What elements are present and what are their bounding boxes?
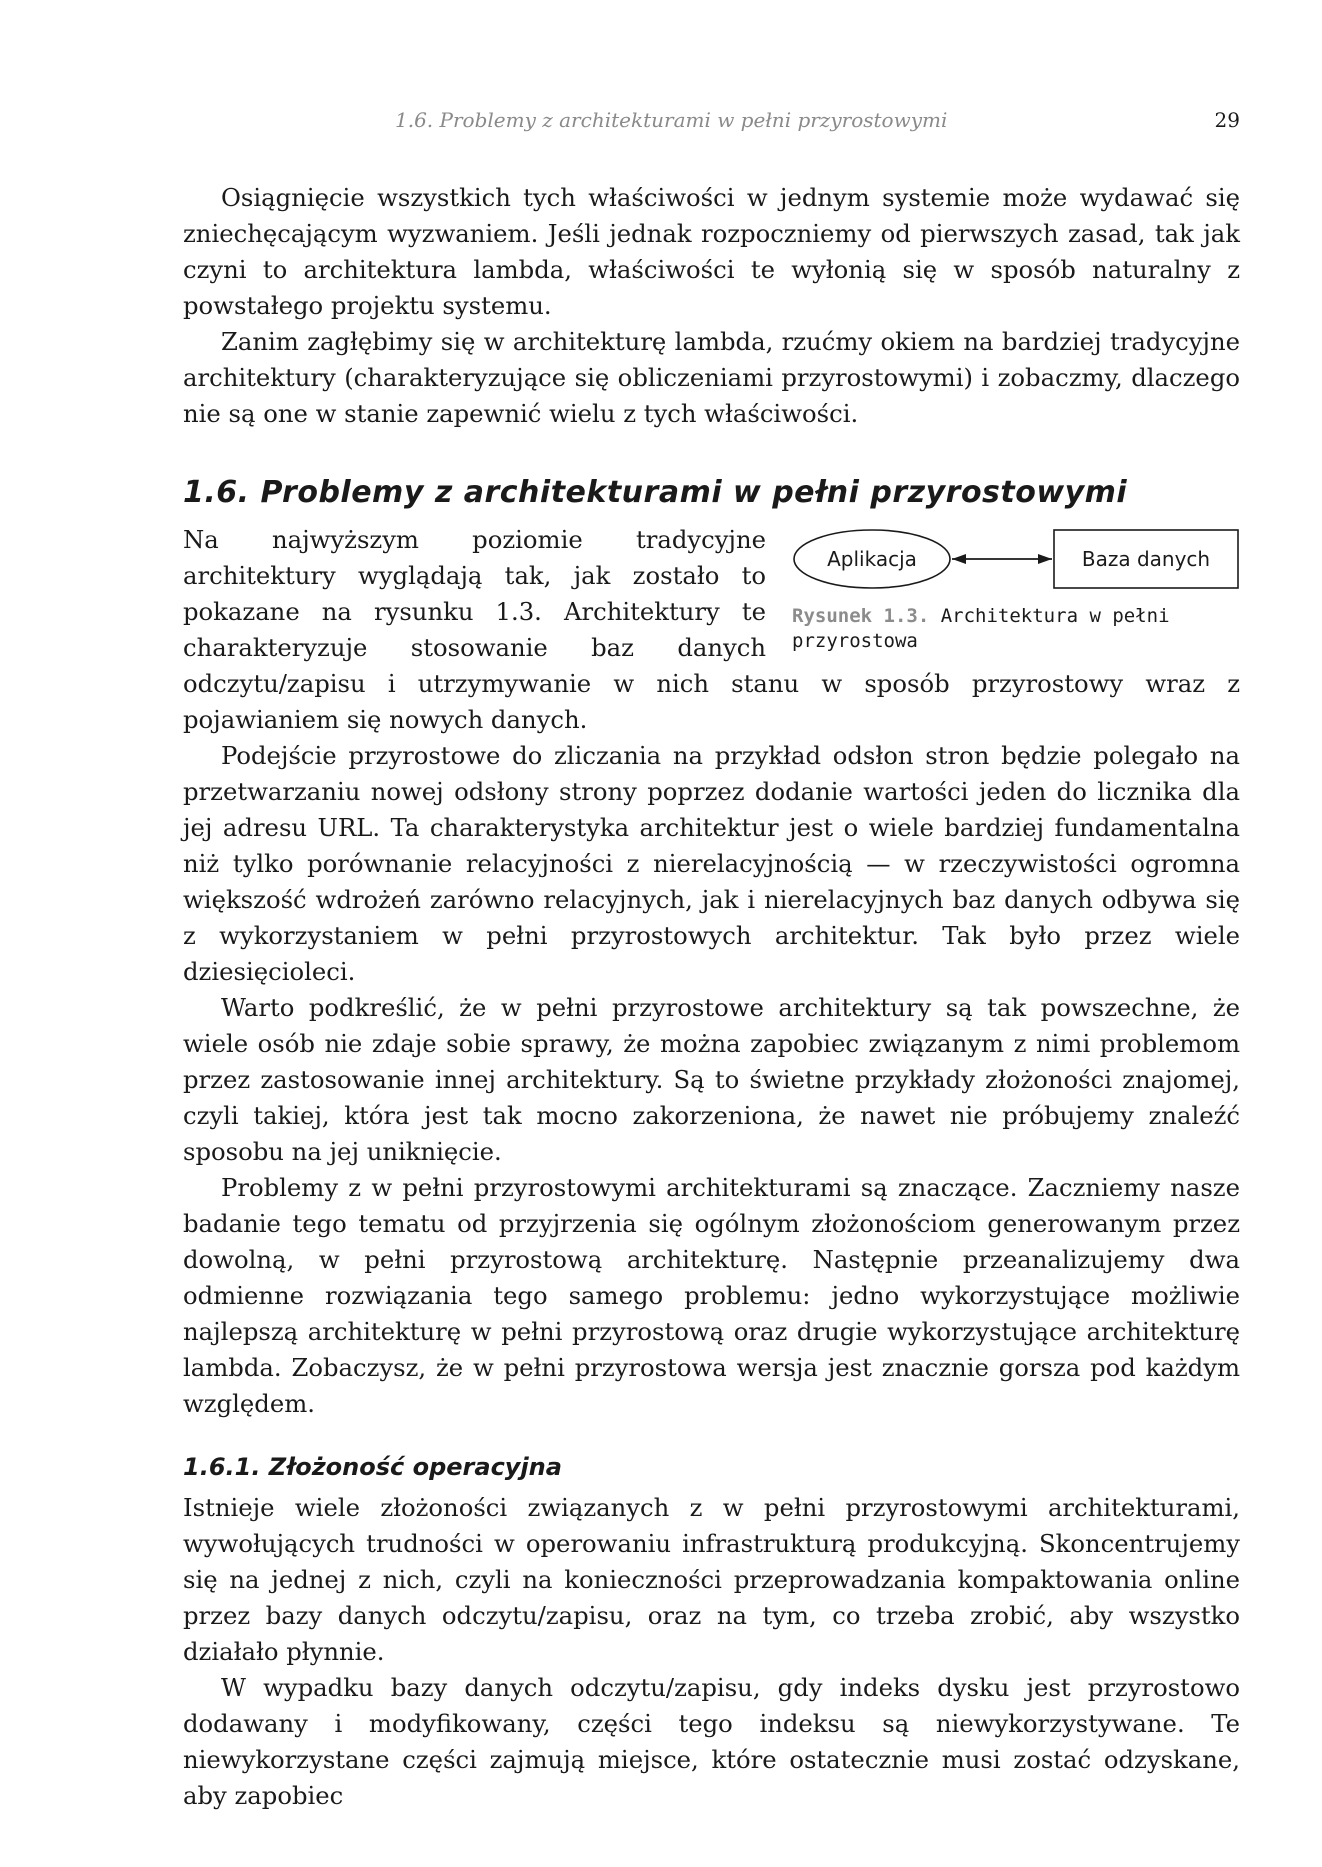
paragraph: Istnieje wiele złożoności związanych z w pełni przyrostowymi architekturami, wywołujących trudności w operowaniu infrastrukturą produkcyjną. Skoncentrujemy się na jednej z nich, czyli na konieczności przeprowadzania kompaktowania online przez bazy danych odczytu/zapisu, oraz na tym, co trzeba zrobić, aby wszystko działało płynnie. [183,1493,1240,1666]
running-header [185,108,1240,144]
section-heading: 1.6. Problemy z architekturami w pełni przyrostowymi [183,475,1128,510]
figure-caption [792,604,1240,654]
paragraph: W wypadku bazy danych odczytu/zapisu, gdy indeks dysku jest przyrostowo dodawany i modyfikowany, części tego indeksu są niewykorzystywane. Te niewykorzystane części zajmują miejsce, które ostatecznie musi zostać odzyskane, aby zapobiec [183,1673,1240,1810]
page-body [183,180,1240,1814]
paragraph: Zanim zagłębimy się w architekturę lambda, rzućmy okiem na bardziej tradycyjne architektury (charakteryzujące się obliczeniami przyrostowymi) i zobaczmy, dlaczego nie są one w stanie zapewnić wielu z tych właściwości. [183,327,1240,428]
paragraph: Na najwyższym poziomie tradycyjne architektury wyglądają tak, jak zostało to pokazane na rysunku 1.3. Architektury te charakteryzuje stosowanie baz danych odczytu/zapisu i utrzymywanie w nich stanu w sposób przyrostowy wraz z pojawianiem się nowych danych. [183,525,1240,734]
paragraph: Warto podkreślić, że w pełni przyrostowe architektury są tak powszechne, że wiele osób nie zdaje sobie sprawy, że można zapobiec związanym z nimi problemom przez zastosowanie innej architektury. Są to świetne przykłady złożoności znajomej, czyli takiej, która jest tak mocno zakorzeniona, że nawet nie próbujemy znaleźć sposobu na jej uniknięcie. [183,993,1240,1166]
arrowhead-right-icon [1038,554,1052,564]
paragraph: Osiągnięcie wszystkich tych właściwości w jednym systemie może wydawać się zniechęcającym wyzwaniem. Jeśli jednak rozpoczniemy od pierwszych zasad, tak jak czyni to architektura lambda, właściwości te wyłonią się w sposób naturalny z powstałego projektu systemu. [183,183,1240,320]
paragraph: Podejście przyrostowe do zliczania na przykład odsłon stron będzie polegało na przetwarzaniu nowej odsłony strony poprzez dodanie wartości jeden do licznika dla jej adresu URL. Ta charakterystyka architektur jest o wiele bardziej fundamentalna niż tylko porównanie relacyjności z nierelacyjnością — w rzeczywistości ogromna większość wdrożeń zarówno relacyjnych, jak i nierelacyjnych baz danych odbywa się z wykorzystaniem w pełni przyrostowych architektur. Tak było przez wiele dziesięcioleci. [183,741,1240,986]
arrowhead-left-icon [952,554,966,564]
paragraph: Problemy z w pełni przyrostowymi architekturami są znaczące. Zaczniemy nasze badanie tego tematu od przyjrzenia się ogólnym złożonościom generowanym przez dowolną, w pełni przyrostową architekturę. Następnie przeanalizujemy dwa odmienne rozwiązania tego samego problemu: jedno wykorzystujące możliwie najlepszą architekturę w pełni przyrostową oraz drugie wykorzystujące architekturę lambda. Zobaczysz, że w pełni przyrostowa wersja jest znacznie gorsza pod każdym względem. [183,1173,1240,1418]
db-node-label: Baza danych [1081,547,1211,571]
running-title: 1.6. Problemy z architekturami w pełni przyrostowymi [395,108,948,132]
figure-1-3 [792,526,1240,654]
app-node-label: Aplikacja [827,547,917,571]
caption-text: Architektura w pełni przyrostowa [792,605,1170,652]
subsection-heading: 1.6.1. Złożoność operacyjna [183,1453,562,1481]
page-number: 29 [1214,108,1240,132]
caption-label: Rysunek 1.3. [792,605,930,627]
architecture-diagram [792,526,1240,592]
